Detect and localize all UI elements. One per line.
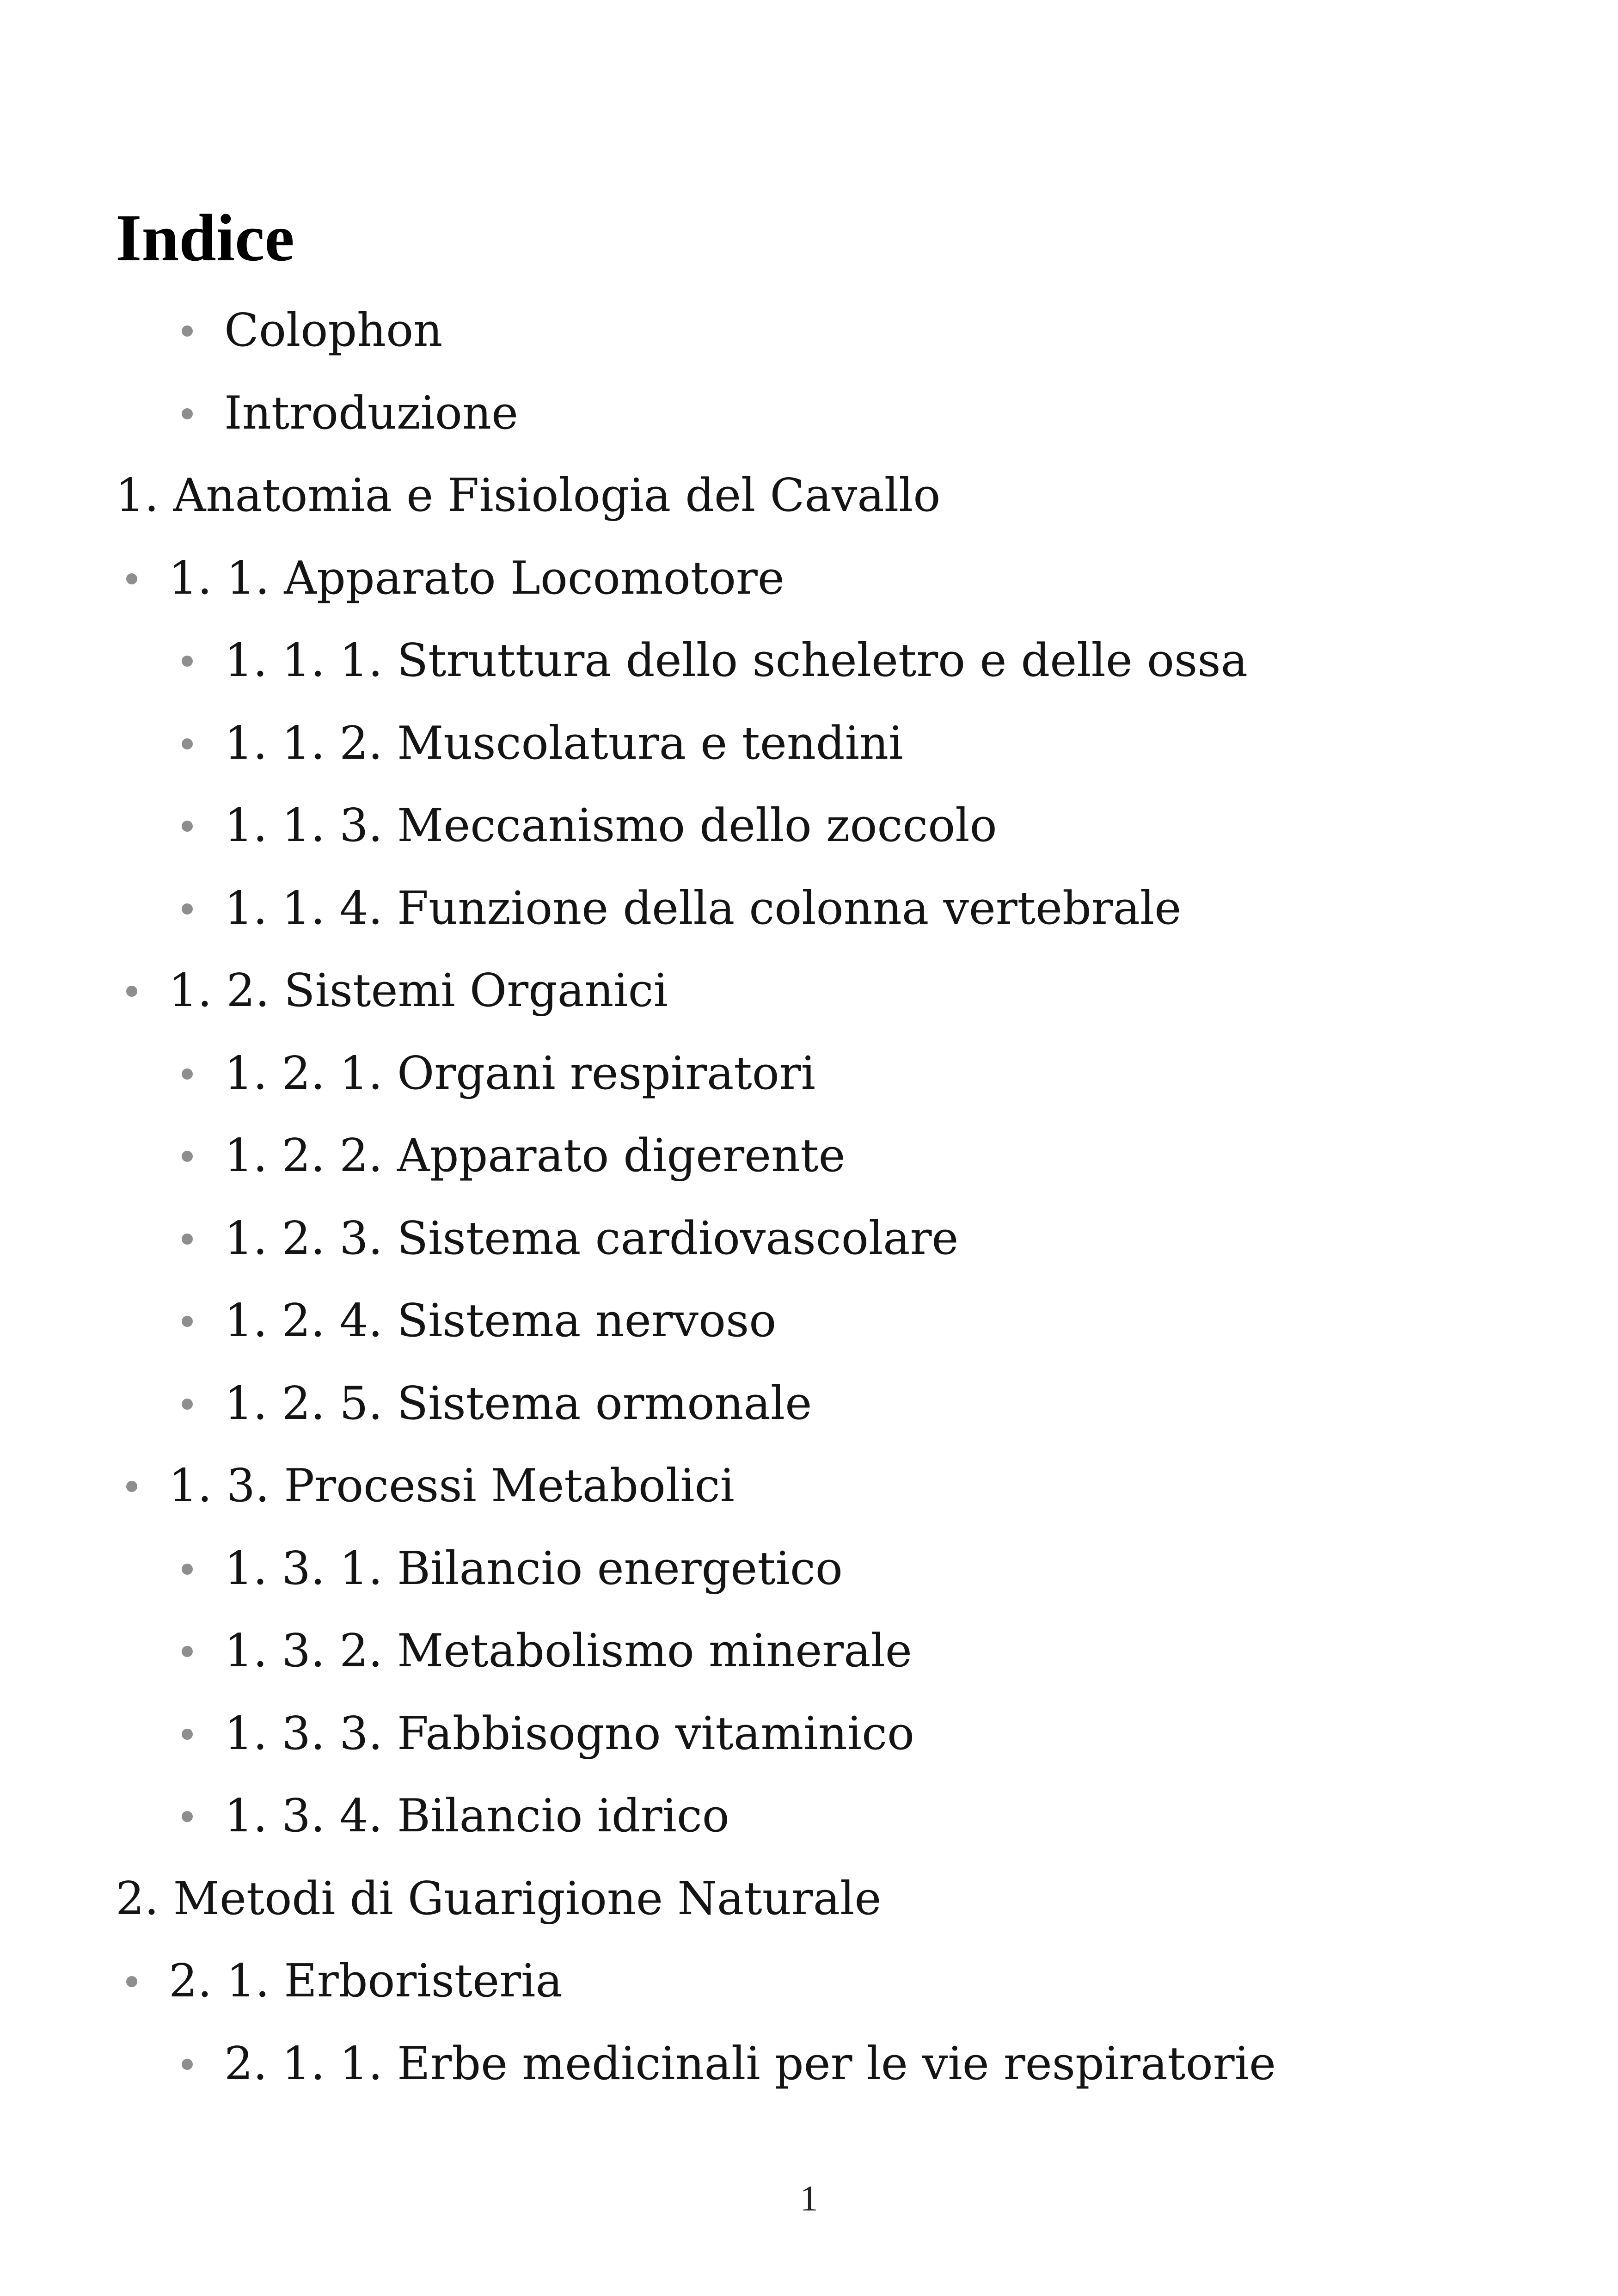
toc-entry[interactable]	[182, 2034, 1276, 2094]
toc-entry-label: 2. 1. 1. Erbe medicinali per le vie respiratorie	[224, 2038, 1276, 2090]
bullet-icon	[182, 821, 193, 832]
toc-entry-label: 1. 3. 3. Fabbisogno vitaminico	[224, 1707, 914, 1760]
bullet-icon	[182, 1811, 193, 1822]
toc-entry[interactable]	[182, 1044, 815, 1104]
toc-entry-label: 1. 2. 1. Organi respiratori	[224, 1047, 815, 1100]
bullet-icon	[182, 1399, 193, 1410]
toc-entry[interactable]	[126, 1951, 563, 2011]
toc-entry-label: 1. 2. Sistemi Organici	[169, 964, 668, 1017]
toc-entry-label: 1. 2. 5. Sistema ormonale	[224, 1377, 812, 1430]
bullet-icon	[126, 986, 137, 997]
toc-entry-label: Introduzione	[224, 387, 518, 440]
toc-entry[interactable]	[126, 1456, 735, 1516]
toc-entry-label: 2. Metodi di Guarigione Naturale	[116, 1872, 882, 1925]
toc-entry[interactable]	[182, 383, 518, 443]
toc-entry[interactable]	[182, 1704, 914, 1764]
toc-entry-label: 2. 1. Erboristeria	[169, 1955, 563, 2007]
toc-entry[interactable]	[182, 1126, 846, 1186]
toc-entry[interactable]	[182, 1209, 958, 1269]
toc-entry[interactable]	[182, 1539, 843, 1599]
toc-entry-label: 1. Anatomia e Fisiologia del Cavallo	[116, 469, 941, 522]
bullet-icon	[182, 1564, 193, 1575]
toc-entry-label: 1. 3. 1. Bilancio energetico	[224, 1542, 843, 1595]
toc-entry[interactable]	[182, 1291, 776, 1351]
toc-entry[interactable]	[182, 631, 1248, 691]
bullet-icon	[182, 2059, 193, 2070]
toc-entry[interactable]	[182, 1786, 729, 1846]
toc-entry-label: 1. 2. 3. Sistema cardiovascolare	[224, 1212, 959, 1265]
toc-entry-label: 1. 1. 3. Meccanismo dello zoccolo	[224, 799, 997, 852]
toc-entry[interactable]	[126, 961, 668, 1021]
toc-entry-label: 1. 3. Processi Metabolici	[169, 1460, 735, 1512]
toc-entry-label: Colophon	[224, 304, 443, 357]
bullet-icon	[182, 1729, 193, 1740]
toc-entry-label: 1. 1. 1. Struttura dello scheletro e delle ossa	[224, 634, 1248, 687]
bullet-icon	[182, 1646, 193, 1657]
bullet-icon	[126, 573, 137, 584]
toc-entry[interactable]	[182, 878, 1181, 939]
bullet-icon	[182, 1234, 193, 1245]
toc-entry[interactable]	[182, 1621, 912, 1681]
toc-entry[interactable]	[182, 796, 997, 856]
toc-entry-label: 1. 3. 4. Bilancio idrico	[224, 1790, 729, 1842]
toc-entry-label: 1. 2. 4. Sistema nervoso	[224, 1295, 777, 1347]
bullet-icon	[126, 1481, 137, 1492]
page-number: 1	[800, 2178, 818, 2218]
bullet-icon	[182, 1151, 193, 1162]
bullet-icon	[182, 656, 193, 667]
toc-entry[interactable]	[182, 301, 442, 361]
toc-entry[interactable]	[116, 1869, 881, 1929]
toc-entry-label: 1. 1. Apparato Locomotore	[169, 552, 784, 605]
bullet-icon	[126, 1976, 137, 1987]
toc-entry[interactable]	[116, 466, 940, 526]
bullet-icon	[182, 408, 193, 419]
toc-entry[interactable]	[182, 1374, 812, 1434]
toc-entry-label: 1. 2. 2. Apparato digerente	[224, 1130, 846, 1182]
bullet-icon	[182, 1068, 193, 1080]
toc-entry[interactable]	[182, 713, 903, 774]
bullet-icon	[182, 903, 193, 915]
bullet-icon	[182, 1316, 193, 1327]
toc-entry-label: 1. 3. 2. Metabolismo minerale	[224, 1625, 912, 1677]
toc-entry-label: 1. 1. 4. Funzione della colonna vertebrale	[224, 882, 1182, 935]
toc-entry-label: 1. 1. 2. Muscolatura e tendini	[224, 717, 903, 770]
bullet-icon	[182, 325, 193, 337]
toc-entry[interactable]	[126, 548, 784, 608]
bullet-icon	[182, 738, 193, 749]
page-title: Indice	[116, 201, 294, 275]
